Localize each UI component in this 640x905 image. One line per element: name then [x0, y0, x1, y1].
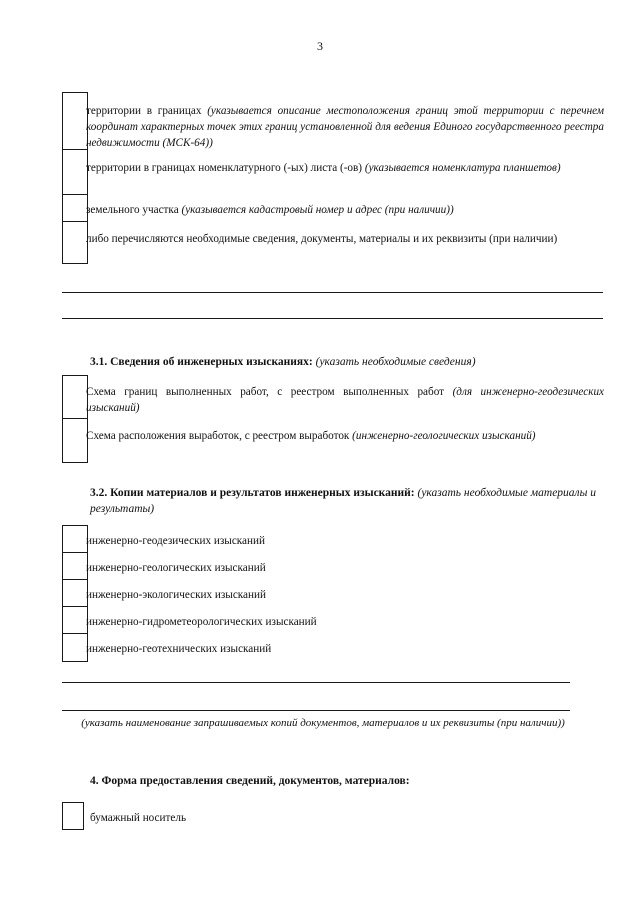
section-4-heading: 4. Форма предоставления сведений, документов, материалов:	[90, 775, 410, 787]
section-3-2-caption: (указать наименование запрашиваемых копий документов, материалов и их реквизиты (при наличии))	[81, 717, 565, 729]
checkbox-land-plot[interactable]	[62, 194, 88, 222]
section-3-2-heading: 3.2. Копии материалов и результатов инженерных изысканий: (указать необходимые материалы и результаты)	[90, 487, 596, 515]
checkbox-territory-sheets[interactable]	[62, 149, 88, 195]
checkbox-excavations-scheme[interactable]	[62, 418, 88, 463]
checkbox-territory-boundaries[interactable]	[62, 92, 88, 150]
option-land-plot: земельного участка (указывается кадастровый номер и адрес (при наличии))	[86, 204, 454, 216]
page-number: 3	[317, 39, 323, 53]
section-3-1-heading: 3.1. Сведения об инженерных изысканиях: (указать необходимые сведения)	[90, 356, 476, 368]
checkbox-geodetic[interactable]	[62, 525, 88, 553]
checkbox-paper-medium[interactable]	[62, 802, 84, 830]
option-geological: инженерно-геологических изысканий	[86, 562, 266, 574]
option-other-info: либо перечисляются необходимые сведения, документы, материалы и их реквизиты (при наличии)	[86, 233, 558, 245]
checkbox-works-boundary-scheme[interactable]	[62, 375, 88, 419]
input-line[interactable]	[62, 292, 603, 293]
checkbox-geotechnical[interactable]	[62, 633, 88, 662]
option-hydrometeorological: инженерно-гидрометеорологических изысканий	[86, 616, 317, 628]
option-territory-sheets: территории в границах номенклатурного (-ых) листа (-ов) (указывается номенклатура планшетов)	[86, 162, 561, 174]
option-geodetic: инженерно-геодезических изысканий	[86, 535, 265, 547]
checkbox-geological[interactable]	[62, 552, 88, 580]
checkbox-other-info[interactable]	[62, 221, 88, 264]
input-line[interactable]	[62, 710, 570, 711]
option-ecological: инженерно-экологических изысканий	[86, 589, 266, 601]
input-line[interactable]	[62, 318, 603, 319]
option-paper-medium: бумажный носитель	[90, 812, 187, 824]
input-line[interactable]	[62, 682, 570, 683]
option-works-boundary-scheme: Схема границ выполненных работ, с реестром выполненных работ (для инженерно-геодезических изысканий)	[86, 386, 604, 414]
option-territory-boundaries: территории в границах (указывается описание местоположения границ этой территории с перечнем координат характерных точек этих границ установленной для ведения Единого государственного реестра недвижимости (МСК-64))	[86, 105, 604, 149]
checkbox-hydrometeorological[interactable]	[62, 606, 88, 634]
checkbox-ecological[interactable]	[62, 579, 88, 607]
option-geotechnical: инженерно-геотехнических изысканий	[86, 643, 272, 655]
option-excavations-scheme: Схема расположения выработок, с реестром выработок (инженерно-геологических изысканий)	[86, 430, 536, 442]
